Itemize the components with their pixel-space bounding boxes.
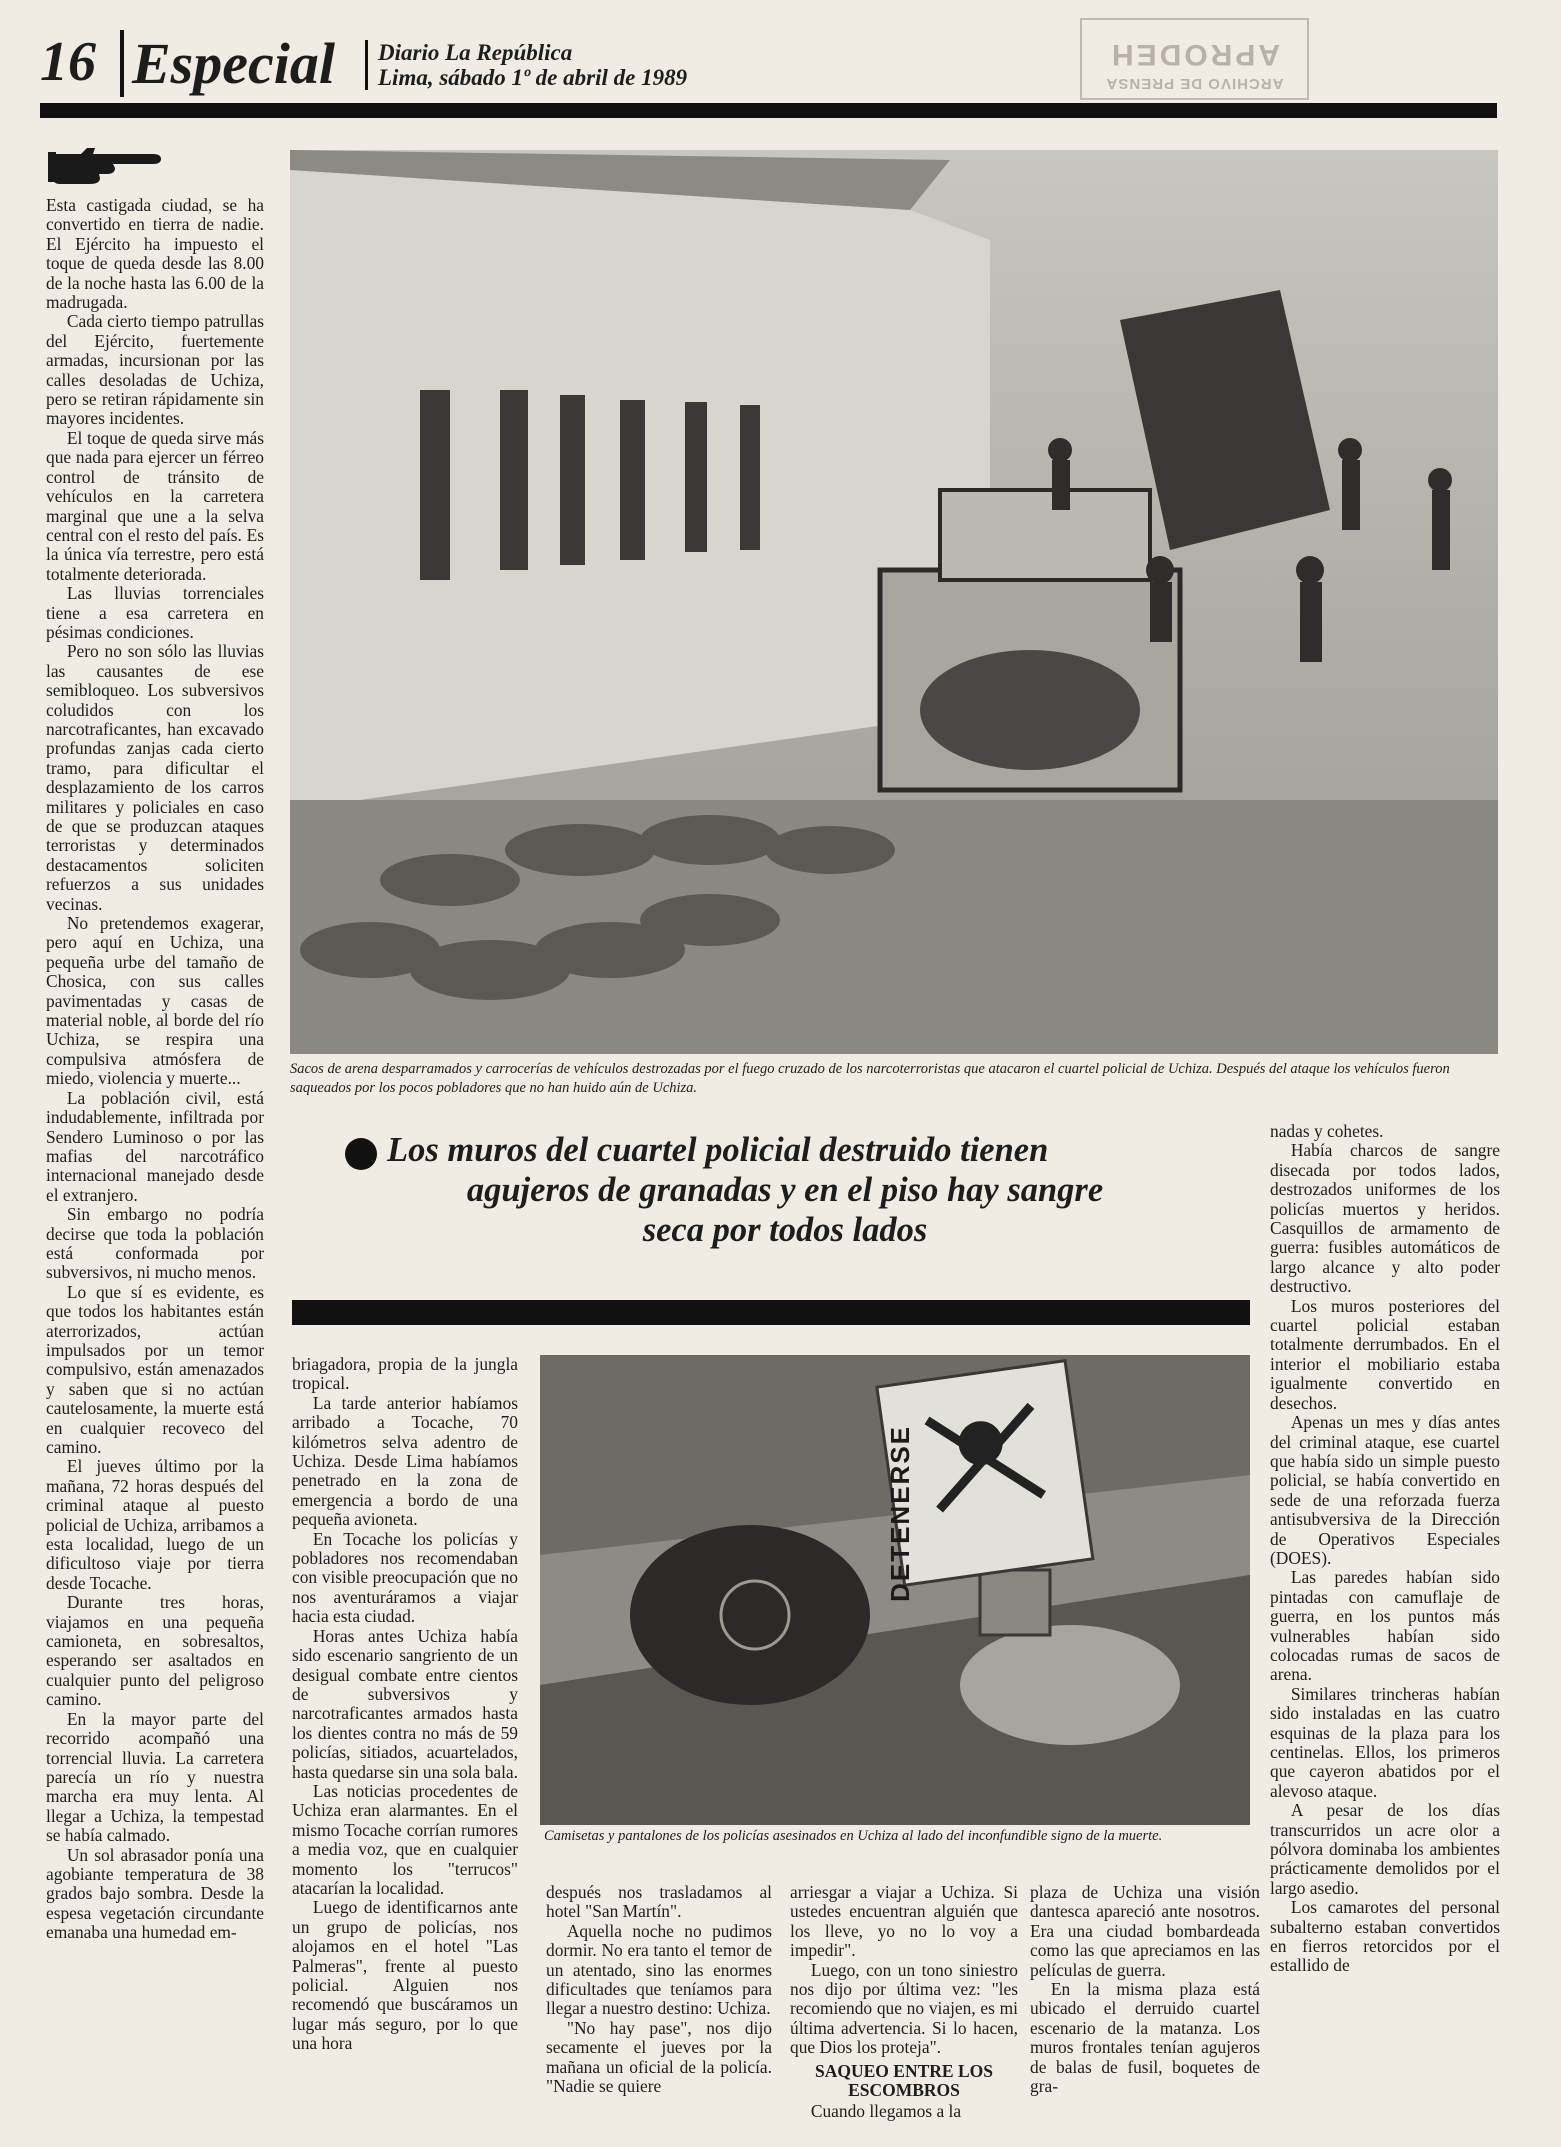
paragraph: Lo que sí es evidente, es que todos los habitantes están aterrorizados, actúan impulsados por un temor compulsivo, están amenazados y saben que si no actúan cautelosamente, la muerte está en cualquier recoveco del camino. xyxy=(46,1281,264,1457)
paragraph: La población civil, está indudablemente, infiltrada por Sendero Luminoso o por las mafias del narcotráfico internacional manejado desde el extranjero. xyxy=(46,1087,264,1205)
paragraph: Durante tres horas, viajamos en una pequeña camioneta, en sobresaltos, esperando ser asaltados en cualquier punto del peligroso camino. xyxy=(46,1592,264,1710)
stamp-bottom-text: APRODEH xyxy=(1109,38,1281,71)
newspaper-name: Diario La República xyxy=(378,40,573,65)
paragraph: Luego, con un tono siniestro nos dijo por última vez: "les recomiendo que no viajen, es mi última advertencia. Si lo hacen, que Dios los proteja". xyxy=(790,1959,1018,2058)
paragraph: Un sol abrasador ponía una agobiante temperatura de 38 grados bajo sombra. Desde la espesa vegetación circundante emanaba una humedad em- xyxy=(46,1844,264,1943)
masthead-rule xyxy=(40,103,1497,118)
paragraph: Similares trincheras habían sido instaladas en las cuatro esquinas de la plaza para los centinelas. Ellos, los primeros que cayeron abatidos por el alevoso ataque. xyxy=(1270,1683,1500,1801)
paragraph: La tarde anterior habíamos arribado a Tocache, 70 kilómetros selva adentro de Uchiza. Desde Lima habíamos penetrado en la zona de emergencia a bordo de una pequeña avioneta. xyxy=(292,1392,518,1530)
paragraph: Los muros posteriores del cuartel policial estaban totalmente derrumbados. En el interior el mobiliario estaba igualmente convertido en desechos. xyxy=(1270,1295,1500,1413)
paragraph: Las noticias procedentes de Uchiza eran alarmantes. En el mismo Tocache corrían rumores a media voz, que en cualquier momento los "terrucos" atacarían la localidad. xyxy=(292,1780,518,1898)
paragraph: No pretendemos exagerar, pero aquí en Uchiza, una pequeña urbe del tamaño de Chosica, con sus calles pavimentadas y casas de material noble, al borde del río Uchiza, se respira una compulsiva atmósfera de miedo, violencia y muerte... xyxy=(46,913,264,1089)
paragraph: nadas y cohetes. xyxy=(1270,1122,1384,1141)
photo2-caption: Camisetas y pantalones de los policías asesinados en Uchiza al lado del inconfundible signo de la muerte. xyxy=(544,1828,1163,1844)
column-4 xyxy=(790,1883,1018,2141)
paragraph: El toque de queda sirve más que nada para ejercer un férreo control de tránsito de vehículos en la carretera marginal que une a la selva central con el resto del país. Es la única vía terrestre, pero está totalmente deteriorada. xyxy=(46,427,264,584)
stamp-top-text: ARCHIVO DE PRENSA xyxy=(1105,75,1284,92)
paragraph: arriesgar a viajar a Uchiza. Si ustedes encuentran alguién que los lleve, yo no lo voy a impedir". xyxy=(790,1883,1018,1961)
section-rule xyxy=(292,1300,1250,1325)
section-title: Especial xyxy=(120,30,335,97)
paragraph: Horas antes Uchiza había sido escenario sangriento de un desigual combate entre cientos de subversivos y narcotraficantes armados hasta los dientes contra no más de 59 policías, sitiados, acuartelados, hasta quedarse sin una sola bala. xyxy=(292,1625,518,1782)
pointing-hand-icon xyxy=(45,140,165,185)
paragraph: Esta castigada ciudad, se ha convertido en tierra de nadie. El Ejército ha impuesto el toque de queda desde las 8.00 de la noche hasta las 6.00 de la madrugada. xyxy=(46,196,264,313)
paragraph: Cuando llegamos a la xyxy=(810,2100,962,2121)
paragraph: Las paredes habían sido pintadas con camuflaje de guerra, en los puntos más vulnerables habían sido colocadas rumas de sacos de arena. xyxy=(1270,1567,1500,1685)
paragraph: Apenas un mes y días antes del criminal ataque, ese cuartel que había sido un simple puesto policial, se había convertido en sede de una reforzada fuerza antisubversiva de la Dirección de Operativos Especiales (DOES). xyxy=(1270,1412,1500,1568)
paragraph: En Tocache los policías y pobladores nos recomendaban con visible preocupación que no nos aventuráramos a viajar hacia esta ciudad. xyxy=(292,1528,518,1627)
sign-text: DETENERSE xyxy=(885,1425,915,1602)
paragraph: Había charcos de sangre disecada por todos lados, destrozados uniformes de los policías muertos y heridos. Casquillos de armamento de guerra: fusibles automáticos de largo alcance y alto poder destructivo. xyxy=(1270,1140,1500,1297)
photo1-caption: Sacos de arena desparramados y carrocerías de vehículos destrozadas por el fuego cruzado de los narcoterroristas que atacaron el cuartel policial de Uchiza. Después del ataque los vehículos fueron saqueados por los pocos pobladores que no han huido aún de Uchiza. xyxy=(290,1061,1450,1096)
headline xyxy=(345,1130,1225,1250)
paragraph: Las lluvias torrenciales tiene a esa carretera en pésimas condiciones. xyxy=(46,583,264,642)
column-6 xyxy=(1270,1122,1500,2141)
paragraph: El jueves último por la mañana, 72 horas después del criminal ataque al puesto policial de Uchiza, arribamos a esta localidad, luego de un dificultoso viaje por tierra desde Tocache. xyxy=(46,1456,264,1593)
paragraph: Luego de identificarnos ante un grupo de policías, nos alojamos en el hotel "Las Palmeras", frente al puesto policial. Alguien nos recomendó que buscáramos un lugar más seguro, por lo que una hora xyxy=(292,1897,518,2054)
archive-stamp xyxy=(1080,18,1309,100)
paragraph: En la mayor parte del recorrido acompañó una torrencial lluvia. La carretera parecía un río y nuestra marcha era muy lenta. Al llegar a Uchiza, la tempestad se había calmado. xyxy=(46,1708,264,1846)
paragraph: Sin embargo no podría decirse que toda la población está conformada por subversivos, ni mucho menos. xyxy=(46,1204,264,1283)
paragraph: Aquella noche no pudimos dormir. No era tanto el temor de un atentado, sino las enormes dificultades que teníamos para llegar a nuestro destino: Uchiza. xyxy=(546,1920,772,2019)
street-scene-illustration xyxy=(290,150,1498,1054)
headline-line-3: seca por todos lados xyxy=(642,1211,928,1249)
column-3 xyxy=(546,1883,772,2141)
paragraph: Los camarotes del personal subalterno estaban convertidos en fierros retorcidos por el estallido de xyxy=(1270,1897,1500,1976)
paragraph: Cada cierto tiempo patrullas del Ejército, fuertemente armadas, incursionan por las calles desoladas de Uchiza, pero se retiran rápidamente sin mayores incidentes. xyxy=(46,311,264,429)
paragraph: Pero no son sólo las lluvias las causantes de ese semibloqueo. Los subversivos coludidos con los narcotraficantes, han excavado profundas zanjas cada cierto tramo, para dificultar el desplazamiento de los carros militares y policiales en caso de que se produzcan ataques terroristas y determinados destacamentos soliciten refuerzos a sus unidades vecinas. xyxy=(46,641,264,914)
column-1 xyxy=(46,196,264,2141)
photo-street-destruction xyxy=(290,150,1498,1054)
paragraph: briagadora, propia de la jungla tropical. xyxy=(292,1355,518,1394)
headline-line-1: Los muros del cuartel policial destruido tienen xyxy=(345,1130,1225,1170)
headline-line-2: agujeros de granadas y en el piso hay sangre xyxy=(466,1171,1104,1209)
column-5 xyxy=(1030,1883,1260,2141)
paragraph: En la misma plaza está ubicado el derruido cuartel escenario de la matanza. Los muros frontales tenían agujeros de balas de fusil, boquetes de gra- xyxy=(1030,1979,1260,2097)
page-number: 16 xyxy=(40,31,96,93)
paragraph: plaza de Uchiza una visión dantesca apareció ante nosotros. Era una ciudad bombardeada como las que apreciamos en las películas de guerra. xyxy=(1030,1883,1260,1980)
paragraph: después nos trasladamos al hotel "San Martín". xyxy=(546,1883,772,1922)
paragraph: "No hay pase", nos dijo secamente el jueves por la mañana un oficial de la policía. "Nadie se quiere xyxy=(546,2017,772,2097)
photo-police-clothes xyxy=(540,1355,1250,1825)
date-line: Lima, sábado 1º de abril de 1989 xyxy=(378,65,688,90)
column-2 xyxy=(292,1355,518,2141)
paragraph: A pesar de los días transcurridos un acre olor a pólvora dominaba los ambientes prácticamente demolidos por el largo asedio. xyxy=(1270,1800,1500,1898)
subheading: SAQUEO ENTRE LOS ESCOMBROS xyxy=(815,2060,993,2100)
masthead-meta xyxy=(365,40,687,90)
